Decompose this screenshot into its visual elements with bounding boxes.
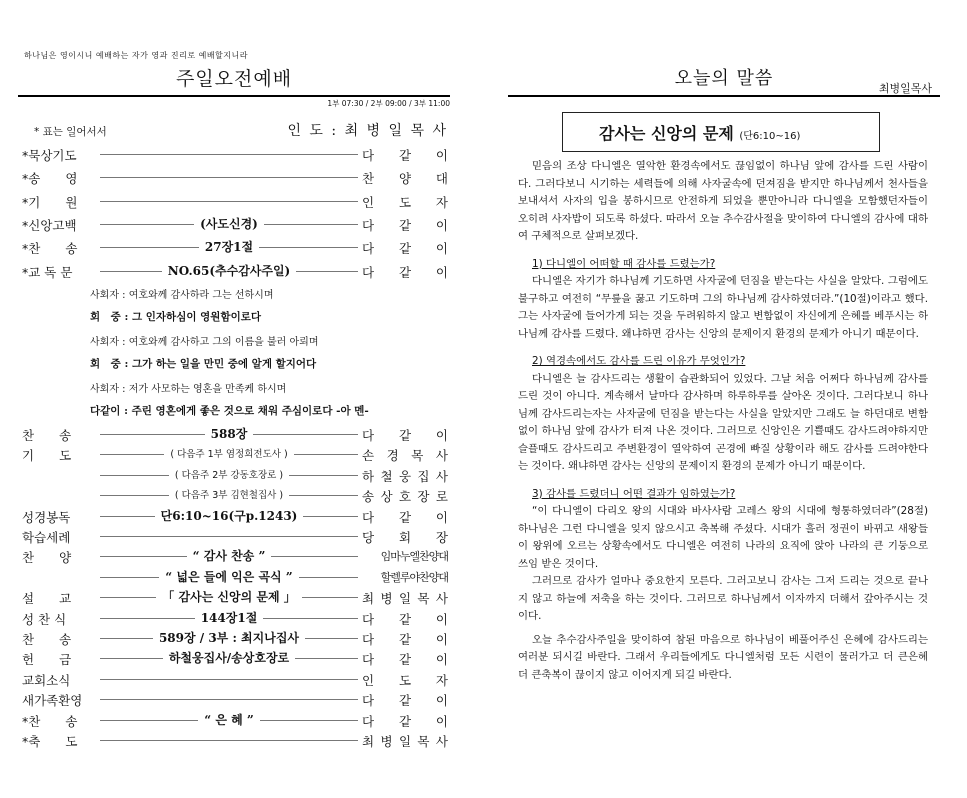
title-rule	[18, 95, 450, 97]
person-char: 같	[398, 652, 412, 668]
order-item-person	[362, 610, 448, 628]
order-item-person	[362, 263, 448, 281]
order-item-detail-text: 588장	[205, 427, 254, 441]
leader-line	[100, 699, 358, 700]
order-item-label: *신앙고백	[22, 217, 77, 233]
order-item-person	[362, 650, 448, 668]
person-char: 상	[380, 489, 393, 505]
person-char: 같	[398, 611, 412, 627]
person-char: 같	[398, 632, 412, 647]
order-item-label: *찬 송	[22, 241, 78, 257]
order-item-detail	[100, 466, 358, 481]
person-char: 웅	[398, 468, 412, 484]
order-item-person	[362, 467, 448, 485]
order-item-label: *묵상기도	[22, 148, 77, 163]
person-char: 병	[380, 734, 393, 749]
person-char: 이	[435, 264, 448, 280]
sermon-closing: 오늘 추수감사주일을 맞이하여 참된 마음으로 하나님이 베풀어주신 은혜에 감사드리는 여러분 되시길 바란다. 그래서 우리들에게도 다니엘처럼 모든 시련이 물러가고 더 큰은혜 더 큰축복이 끊이지 않고 이어지게 되길 바란다.	[518, 633, 928, 681]
person-char: 양	[398, 171, 412, 187]
person-char: 다	[362, 632, 375, 647]
person-char: 철	[380, 468, 393, 484]
order-item-person	[362, 193, 448, 211]
order-row	[18, 506, 450, 526]
order-item-label: 찬 송	[22, 632, 72, 647]
order-item-label: 헌 금	[22, 652, 72, 668]
point-2-text: 다니엘은 늘 감사드리는 생활이 습관화되어 있었다. 그날 처음 어쩌다 하나님께 감사를 드린 것이 아니다. 계속해서 날마다 감사하며 하루하루를 살아온 것이다. 그러다보니 하나님께 감사드리는자는 사자굴에 던짐을 받는다는 사실을 알았지만 그래도 늘 하던대로 변함없이 하나님 앞에 감사가 터져 나온 것이다. 그러므로 신앙인은 기쁠때도 감사드려야하지만 슬플때도 감사드리고 주변환경이 열악하여 곤경에 빠질 상황이라 해도 감사를 드려야한다는 것이다. 왜냐하면 감사는 신앙의 문제이지 환경의 문제가 아니기 때문이다.	[518, 372, 928, 472]
order-item-detail-text: ( 다음주 2부 강동호장로 )	[169, 470, 289, 481]
person-char: 사	[435, 591, 448, 607]
order-item-label: *송 영	[22, 171, 78, 187]
order-row	[18, 608, 450, 628]
order-item-detail	[100, 486, 358, 501]
person-char: 도	[398, 672, 412, 688]
person-char: 같	[398, 509, 412, 525]
order-row	[18, 424, 450, 444]
stand-note: * 표는 일어서서	[34, 126, 107, 138]
congregation-response: 회 중 : 그 인자하심이 영원함이로다	[90, 311, 261, 324]
order-item-detail	[100, 547, 358, 564]
order-item-person	[362, 426, 448, 444]
person-char: 일	[398, 591, 412, 607]
person-char: 사	[435, 734, 448, 749]
order-item-detail-text: NO.65(추수감사주일)	[162, 264, 297, 278]
person-char: 송	[362, 489, 375, 505]
order-item-detail	[100, 507, 358, 524]
person-char: 다	[362, 264, 375, 280]
order-item-label: 기 도	[22, 448, 72, 464]
worship-leader: 인 도 : 최 병 일 목 사	[287, 123, 448, 139]
order-item-detail-text: “ 은 혜 ”	[198, 713, 260, 727]
pastor-name: 최병일목사	[878, 82, 932, 95]
order-row	[18, 214, 450, 234]
order-item-person	[362, 169, 448, 187]
person-char: 최	[362, 591, 375, 607]
motto: 하나님은 영이시니 예배하는 자가 영과 진리로 예배할지니라	[24, 51, 248, 60]
order-item-label: 찬 송	[22, 428, 72, 443]
person-char: 같	[398, 713, 412, 729]
order-item-person	[362, 487, 448, 505]
person-char: 찬	[362, 171, 375, 187]
sermon-title-text: 감사는 신앙의 문제	[599, 124, 734, 143]
order-row	[18, 648, 450, 668]
person-char: 최	[362, 734, 375, 749]
order-of-worship	[18, 0, 450, 798]
order-item-detail	[100, 425, 358, 442]
order-row	[18, 144, 450, 164]
order-row	[18, 567, 450, 587]
order-item-detail	[100, 609, 358, 626]
order-item-person	[362, 146, 448, 164]
person-char: 장	[417, 489, 430, 505]
sermon-body	[518, 158, 928, 684]
person-char: 도	[398, 194, 412, 210]
person-char: 이	[435, 652, 448, 668]
person-char: 다	[362, 509, 375, 525]
word-title: 오늘의 말씀	[674, 68, 774, 89]
order-item-detail-text: 27장1절	[199, 240, 259, 254]
person-char: 장	[435, 530, 448, 545]
person-char: 일	[398, 734, 412, 749]
order-item-detail	[100, 649, 358, 666]
person-char: 인	[362, 672, 375, 688]
order-item-detail-text: ( 다음주 3부 김현철집사 )	[169, 490, 289, 501]
person-char: 같	[398, 217, 412, 233]
person-char: 병	[380, 591, 393, 607]
person-char: 호	[398, 489, 412, 505]
person-char: 사	[435, 468, 448, 484]
order-row	[18, 444, 450, 464]
person-char: 로	[435, 489, 448, 505]
leader-line	[100, 201, 358, 202]
order-item-person	[362, 216, 448, 234]
person-char: 이	[435, 148, 448, 163]
word-rule	[508, 95, 940, 97]
person-char: 같	[398, 241, 412, 257]
order-item-person	[362, 239, 448, 257]
person-char: 손	[362, 448, 375, 464]
order-item-person	[362, 548, 448, 564]
order-item-detail-text: 「 감사는 신앙의 문제 」	[156, 590, 301, 604]
sermon-title	[599, 121, 800, 144]
leader-reading: 사회자 : 여호와께 감사하라 그는 선하시며	[90, 290, 274, 301]
order-row	[18, 261, 450, 281]
person-char: 회	[398, 530, 412, 545]
order-item-person	[362, 691, 448, 709]
point-1-heading: 1) 다니엘이 어떠할 때 감사를 드렸는가?	[532, 257, 716, 270]
person-char: 이	[435, 632, 448, 647]
order-item-label: 찬 양	[22, 550, 72, 566]
order-item-person	[362, 528, 448, 546]
person-char: 다	[362, 148, 375, 163]
person-char: 집	[417, 468, 430, 484]
order-row	[18, 669, 450, 689]
order-row	[18, 465, 450, 485]
order-item-detail-text: ( 다음주 1부 염정희전도사 )	[164, 449, 293, 460]
point-2-heading: 2) 역경속에서도 감사를 드린 이유가 무엇인가?	[532, 355, 746, 367]
order-item-person	[362, 630, 448, 648]
order-item-person	[362, 446, 448, 464]
order-item-detail-text: 589장 / 3부 : 최지나집사	[153, 631, 305, 645]
person-char: 대	[435, 171, 448, 187]
sermon-intro: 믿음의 조상 다니엘은 열악한 환경속에서도 끊임없이 하나님 앞에 감사를 드린 사람이다. 그러다보니 시기하는 세력들에 의해 사자굴속에 던져짐을 받지만 하나님께서 천사들을 보내셔서 사자의 입을 봉하시므로 안전하게 되었을 뿐만아니라 다니엘을 모함했던자들이 오히려 사자밥이 되도록 하셨다. 따라서 오늘 추수감사절을 맞이하여 다니엘의 감사에 대하여 구체적으로 살펴보겠다.	[518, 160, 928, 242]
order-item-detail	[100, 629, 358, 646]
person-char: 할렐루야찬양대	[380, 570, 448, 584]
person-char: 경	[386, 448, 399, 464]
point-1-text: 다니엘은 자기가 하나님께 기도하면 사자굴에 던짐을 받는다는 사실을 알았다. 그럼에도 불구하고 여전히 “무릎을 꿇고 기도하며 그의 하나님께 감사하였더라.”(10절)이라고 했다. 그는 사자굴에 들어가게 되는 것을 두려워하지 않고 변함없이 자신에게 은혜를 베푸시는 하나님께 감사를 드렸다. 왜냐하면 감사는 신앙의 문제이지 환경의 문제가 아니기 때문이다.	[518, 275, 928, 340]
order-item-person	[362, 569, 448, 585]
order-item-detail	[100, 262, 358, 279]
leader-line	[100, 154, 358, 155]
person-char: 다	[362, 241, 375, 257]
person-char: 사	[435, 448, 448, 464]
person-char: 이	[435, 217, 448, 233]
person-char: 자	[435, 194, 448, 210]
person-char: 임마누엘찬양대	[380, 550, 448, 564]
service-title: 주일오전예배	[175, 68, 293, 90]
person-char: 다	[362, 428, 375, 443]
person-char: 인	[362, 194, 375, 210]
person-char: 다	[362, 652, 375, 668]
order-item-label: 교회소식	[22, 672, 71, 688]
order-item-label: *교 독 문	[22, 264, 73, 280]
service-times: 1부 07:30 / 2부 09:00 / 3부 11:00	[327, 99, 450, 108]
order-item-label: *찬 송	[22, 713, 78, 729]
person-char: 이	[435, 693, 448, 709]
order-item-person	[362, 508, 448, 526]
leader-line	[100, 536, 358, 537]
order-row	[18, 237, 450, 257]
order-item-detail	[100, 215, 358, 232]
order-item-label: *축 도	[22, 734, 78, 749]
order-item-detail-text: (사도신경)	[194, 217, 264, 231]
person-char: 목	[417, 591, 430, 607]
order-item-detail-text: 하철웅집사/송상호장로	[163, 651, 295, 665]
order-item-label: 성경봉독	[22, 509, 71, 525]
order-row	[18, 587, 450, 607]
person-char: 같	[398, 264, 412, 280]
person-char: 같	[398, 693, 412, 709]
congregation-response: 회 중 : 그가 하는 일을 만민 중에 알게 할지어다	[90, 358, 317, 371]
order-item-label: 학습세례	[22, 530, 71, 545]
person-char: 이	[435, 713, 448, 729]
order-item-person	[362, 671, 448, 689]
order-item-person	[362, 712, 448, 730]
person-char: 목	[417, 734, 430, 749]
order-row	[18, 546, 450, 566]
leader-reading: 사회자 : 저가 사모하는 영혼을 만족케 하시며	[90, 383, 287, 395]
order-row	[18, 167, 450, 187]
person-char: 같	[398, 148, 412, 163]
person-char: 같	[398, 428, 412, 443]
sermon-reference: (단6:10~16)	[739, 131, 801, 142]
sermon-title-box	[562, 112, 880, 152]
order-item-label: 새가족환영	[22, 693, 83, 709]
point-3-heading: 3) 감사를 드렸더니 어떤 결과가 임하였는가?	[532, 487, 736, 500]
order-row	[18, 689, 450, 709]
order-item-detail	[100, 238, 358, 255]
order-row	[18, 710, 450, 730]
congregation-response: 다같이 : 주린 영혼에게 좋은 것으로 채워 주심이로다 -아 멘-	[90, 405, 369, 417]
person-char: 하	[362, 468, 375, 484]
order-item-detail	[100, 588, 358, 605]
leader-line	[100, 679, 358, 680]
order-item-label: 설 교	[22, 591, 72, 607]
order-item-detail	[100, 568, 358, 585]
order-row	[18, 191, 450, 211]
person-char: 이	[435, 509, 448, 525]
order-item-detail-text: 단6:10~16(구p.1243)	[155, 509, 304, 523]
person-char: 다	[362, 693, 375, 709]
person-char: 이	[435, 428, 448, 443]
order-row	[18, 628, 450, 648]
leader-line	[100, 177, 358, 178]
order-item-person	[362, 589, 448, 607]
person-char: 이	[435, 241, 448, 257]
order-row	[18, 526, 450, 546]
person-char: 다	[362, 713, 375, 729]
person-char: 다	[362, 611, 375, 627]
leader-reading: 사회자 : 여호와께 감사하고 그의 이름을 불러 아뢰며	[90, 336, 319, 348]
order-item-detail-text: “ 넓은 들에 익은 곡식 ”	[159, 570, 298, 584]
person-char: 다	[362, 217, 375, 233]
order-item-person	[362, 732, 448, 750]
order-item-detail	[100, 711, 358, 728]
todays-word	[508, 0, 940, 798]
point-3-extra: 그러므로 감사가 얼마나 중요한지 모른다. 그러고보니 감사는 그저 드리는 것으로 끝나지 않고 하늘에 저축을 하는 것이다. 그러므로 하나님께서 이자까지 더해서 갚아주시는 것이다.	[518, 575, 928, 622]
order-item-detail	[100, 445, 358, 460]
person-char: 이	[435, 611, 448, 627]
order-item-label: *기 원	[22, 194, 78, 210]
order-item-detail-text: “ 감사 찬송 ”	[187, 549, 272, 563]
order-item-detail-text: 144장1절	[195, 611, 264, 625]
person-char: 자	[435, 672, 448, 688]
order-row	[18, 485, 450, 505]
point-3-text: “이 다니엘이 다리오 왕의 시대와 바사사람 고레스 왕의 시대에 형통하였더라”(28절) 하나님은 그런 다니엘을 잊지 않으시고 축복해 주셨다. 시대가 흘러 정권이 바뀌고 새왕들이 왕위에 오르는 상황속에서도 다니엘은 여전히 나라의 요직에 앉아 나라의 큰 기둥으로 쓰임 받은 것이다.	[518, 505, 928, 570]
person-char: 당	[362, 530, 375, 545]
leader-line	[100, 740, 358, 741]
order-row	[18, 730, 450, 750]
person-char: 목	[411, 448, 424, 464]
order-item-label: 성 찬 식	[22, 611, 67, 627]
